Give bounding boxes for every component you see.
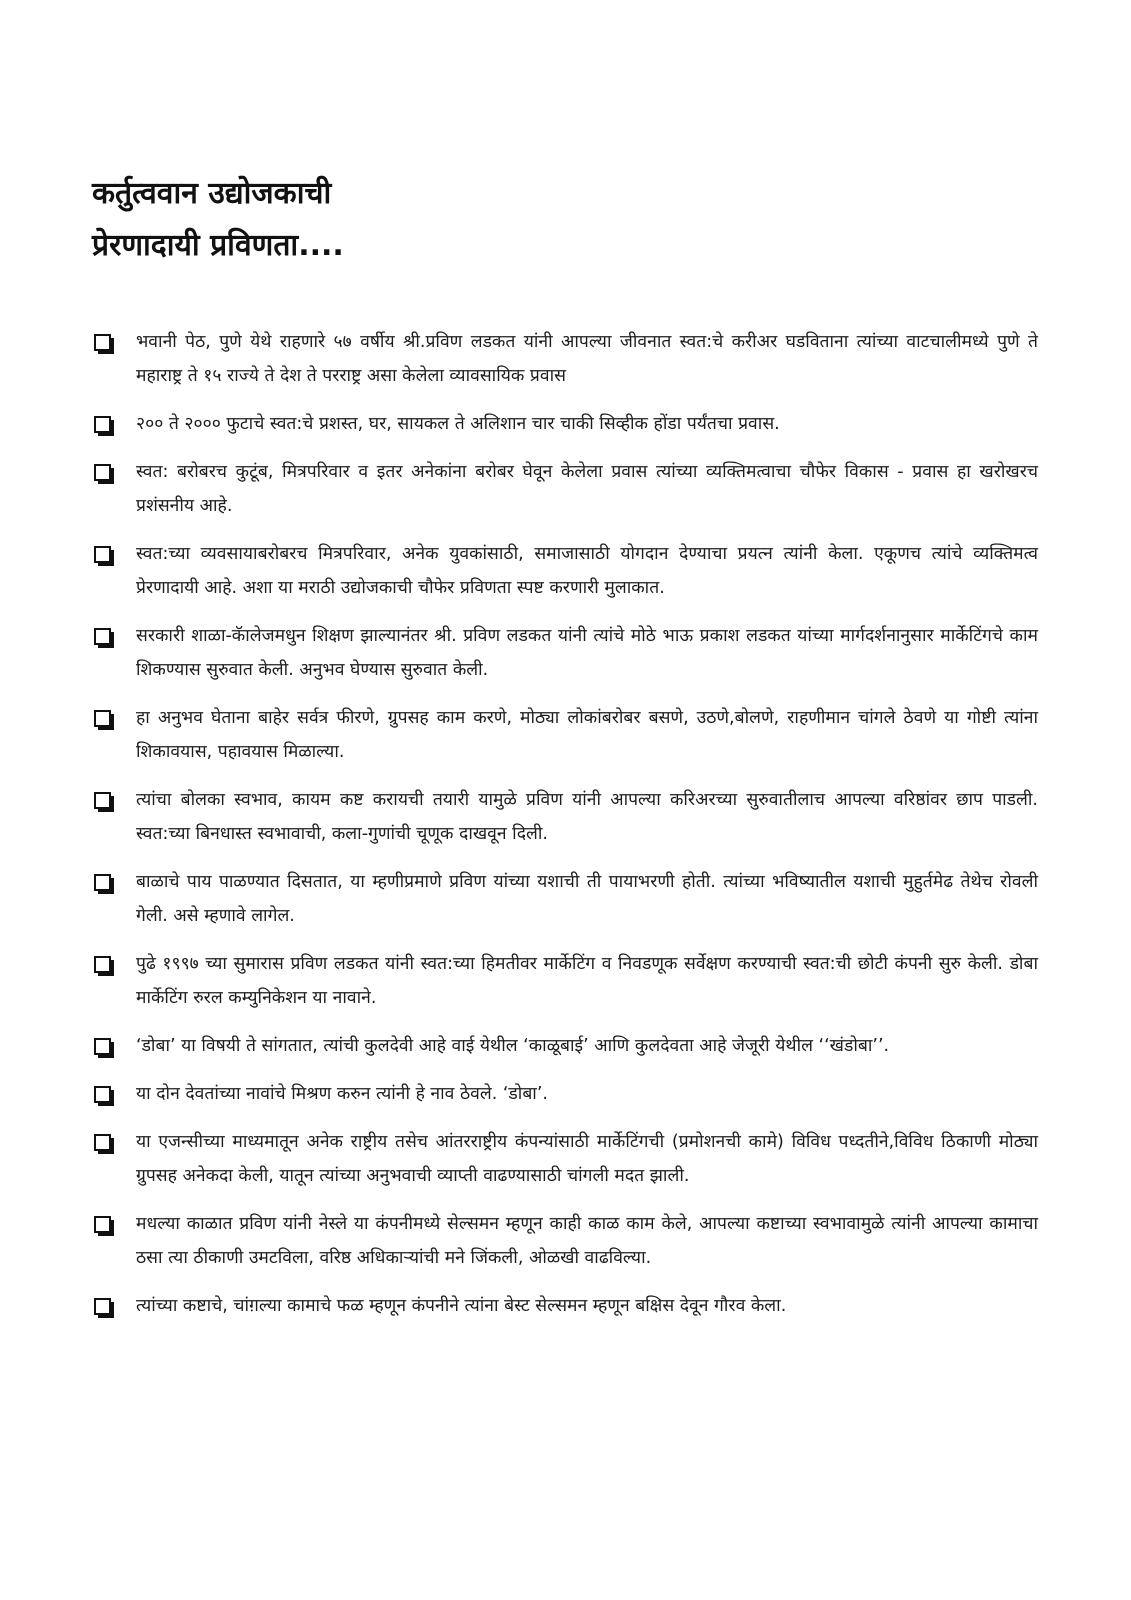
list-item (94, 455, 1038, 523)
checkbox-bullet-icon (94, 1298, 111, 1315)
list-item (94, 1029, 1038, 1063)
checkbox-bullet-icon (94, 546, 111, 563)
list-item-text: हा अनुभव घेताना बाहेर सर्वत्र फीरणे, ग्रुपसह काम करणे, मोठ्या लोकांबरोबर बसणे, उठणे,बोलणे, राहणीमान चांगले ठेवणे या गोष्टी त्यांना शिकावयास, पहावयास मिळाल्या. (136, 708, 1038, 762)
checkbox-bullet-icon (94, 1216, 111, 1233)
title-line-1: कर्तुत्ववान उद्योजकाची (92, 176, 332, 211)
checkbox-bullet-icon (94, 464, 111, 481)
bullet-list (94, 325, 1038, 1337)
list-item-text: त्यांचा बोलका स्वभाव, कायम कष्ट करायची तयारी यामुळे प्रविण यांनी आपल्या करिअरच्या सुरुवातीलाच आपल्या वरिष्ठांवर छाप पाडली. स्वत:च्या बिनधास्त स्वभावाची, कला-गुणांची चूणूक दाखवून दिली. (136, 790, 1038, 844)
list-item (94, 783, 1038, 851)
list-item-text: पुढे १९९७ च्या सुमारास प्रविण लडकत यांनी स्वत:च्या हिमतीवर मार्केटिंग व निवडणूक सर्वेक्षण करण्याची स्वत:ची छोटी कंपनी सुरु केली. डोबा मार्केटिंग रुरल कम्युनिकेशन या नावाने. (136, 954, 1038, 1008)
list-item-text: ‘डोबा’ या विषयी ते सांगतात, त्यांची कुलदेवी आहे वाई येथील ‘काळूबाई’ आणि कुलदेवता आहे जेजूरी येथील ‘‘खंडोबा’’. (136, 1036, 890, 1056)
checkbox-bullet-icon (94, 334, 111, 351)
list-item (94, 701, 1038, 769)
list-item-text: भवानी पेठ, पुणे येथे राहणारे ५७ वर्षीय श्री.प्रविण लडकत यांनी आपल्या जीवनात स्वत:चे करीअर घडविताना त्यांच्या वाटचालीमध्ये पुणे ते महाराष्ट्र ते १५ राज्ये ते देश ते परराष्ट्र असा केलेला व्यावसायिक प्रवास (136, 332, 1038, 386)
list-item (94, 1207, 1038, 1275)
checkbox-bullet-icon (94, 874, 111, 891)
checkbox-bullet-icon (94, 628, 111, 645)
list-item-text: स्वत:च्या व्यवसायाबरोबरच मित्रपरिवार, अनेक युवकांसाठी, समाजासाठी योगदान देण्याचा प्रयत्न त्यांनी केला. एकूणच त्यांचे व्यक्तिमत्व प्रेरणादायी आहे. अशा या मराठी उद्योजकाची चौफेर प्रविणता स्पष्ट करणारी मुलाकात. (136, 544, 1038, 598)
checkbox-bullet-icon (94, 416, 111, 433)
checkbox-bullet-icon (94, 710, 111, 727)
list-item-text: मधल्या काळात प्रविण यांनी नेस्ले या कंपनीमध्ये सेल्समन म्हणून काही काळ काम केले, आपल्या कष्टाच्या स्वभावामुळे त्यांनी आपल्या कामाचा ठसा त्या ठीकाणी उमटविला, वरिष्ठ अधिकाऱ्यांची मने जिंकली, ओळखी वाढविल्या. (136, 1214, 1038, 1268)
title-line-2: प्रेरणादायी प्रविणता.... (92, 228, 344, 263)
list-item (94, 325, 1038, 393)
checkbox-bullet-icon (94, 1086, 111, 1103)
checkbox-bullet-icon (94, 792, 111, 809)
list-item-text: त्यांच्या कष्टाचे, चांग़ल्या कामाचे फळ म्हणून कंपनीने त्यांना बेस्ट सेल्समन म्हणून बक्षिस देवून गौरव केला. (136, 1296, 787, 1316)
list-item (94, 619, 1038, 687)
list-item-text: या एजन्सीच्या माध्यमातून अनेक राष्ट्रीय तसेच आंतरराष्ट्रीय कंपन्यांसाठी मार्केटिंगची (प्रमोशनची कामे) विविध पध्दतीने,विविध ठिकाणी मोठ्या ग्रुपसह अनेकदा केली, यातून त्यांच्या अनुभवाची व्याप्ती वाढण्यासाठी चांगली मदत झाली. (136, 1132, 1038, 1186)
list-item (94, 947, 1038, 1015)
list-item-text: २०० ते २००० फुटाचे स्वत:चे प्रशस्त, घर, सायकल ते अलिशान चार चाकी सिव्हीक होंडा पर्यंतचा प्रवास. (136, 414, 780, 434)
list-item (94, 1125, 1038, 1193)
checkbox-bullet-icon (94, 1038, 111, 1055)
list-item (94, 1289, 1038, 1323)
list-item (94, 865, 1038, 933)
list-item (94, 537, 1038, 605)
list-item-text: या दोन देवतांच्या नावांचे मिश्रण करुन त्यांनी हे नाव ठेवले. ‘डोबा’. (136, 1084, 548, 1104)
list-item (94, 1077, 1038, 1111)
list-item-text: बाळाचे पाय पाळण्यात दिसतात, या म्हणीप्रमाणे प्रविण यांच्या यशाची ती पायाभरणी होती. त्यांच्या भविष्यातील यशाची मुहुर्तमेढ तेथेच रोवली गेली. असे म्हणावे लागेल. (136, 872, 1038, 926)
page-title (92, 168, 344, 272)
checkbox-bullet-icon (94, 1134, 111, 1151)
list-item-text: स्वत: बरोबरच कुटूंब, मित्रपरिवार व इतर अनेकांना बरोबर घेवून केलेला प्रवास त्यांच्या व्यक्तिमत्वाचा चौफेर विकास - प्रवास हा खरोखरच प्रशंसनीय आहे. (136, 462, 1038, 516)
list-item-text: सरकारी शाळा-कॅालेजमधुन शिक्षण झाल्यानंतर श्री. प्रविण लडकत यांनी त्यांचे मोठे भाऊ प्रकाश लडकत यांच्या मार्गदर्शनानुसार मार्केटिंगचे काम शिकण्यास सुरुवात केली. अनुभव घेण्यास सुरुवात केली. (136, 626, 1038, 680)
list-item (94, 407, 1038, 441)
checkbox-bullet-icon (94, 956, 111, 973)
